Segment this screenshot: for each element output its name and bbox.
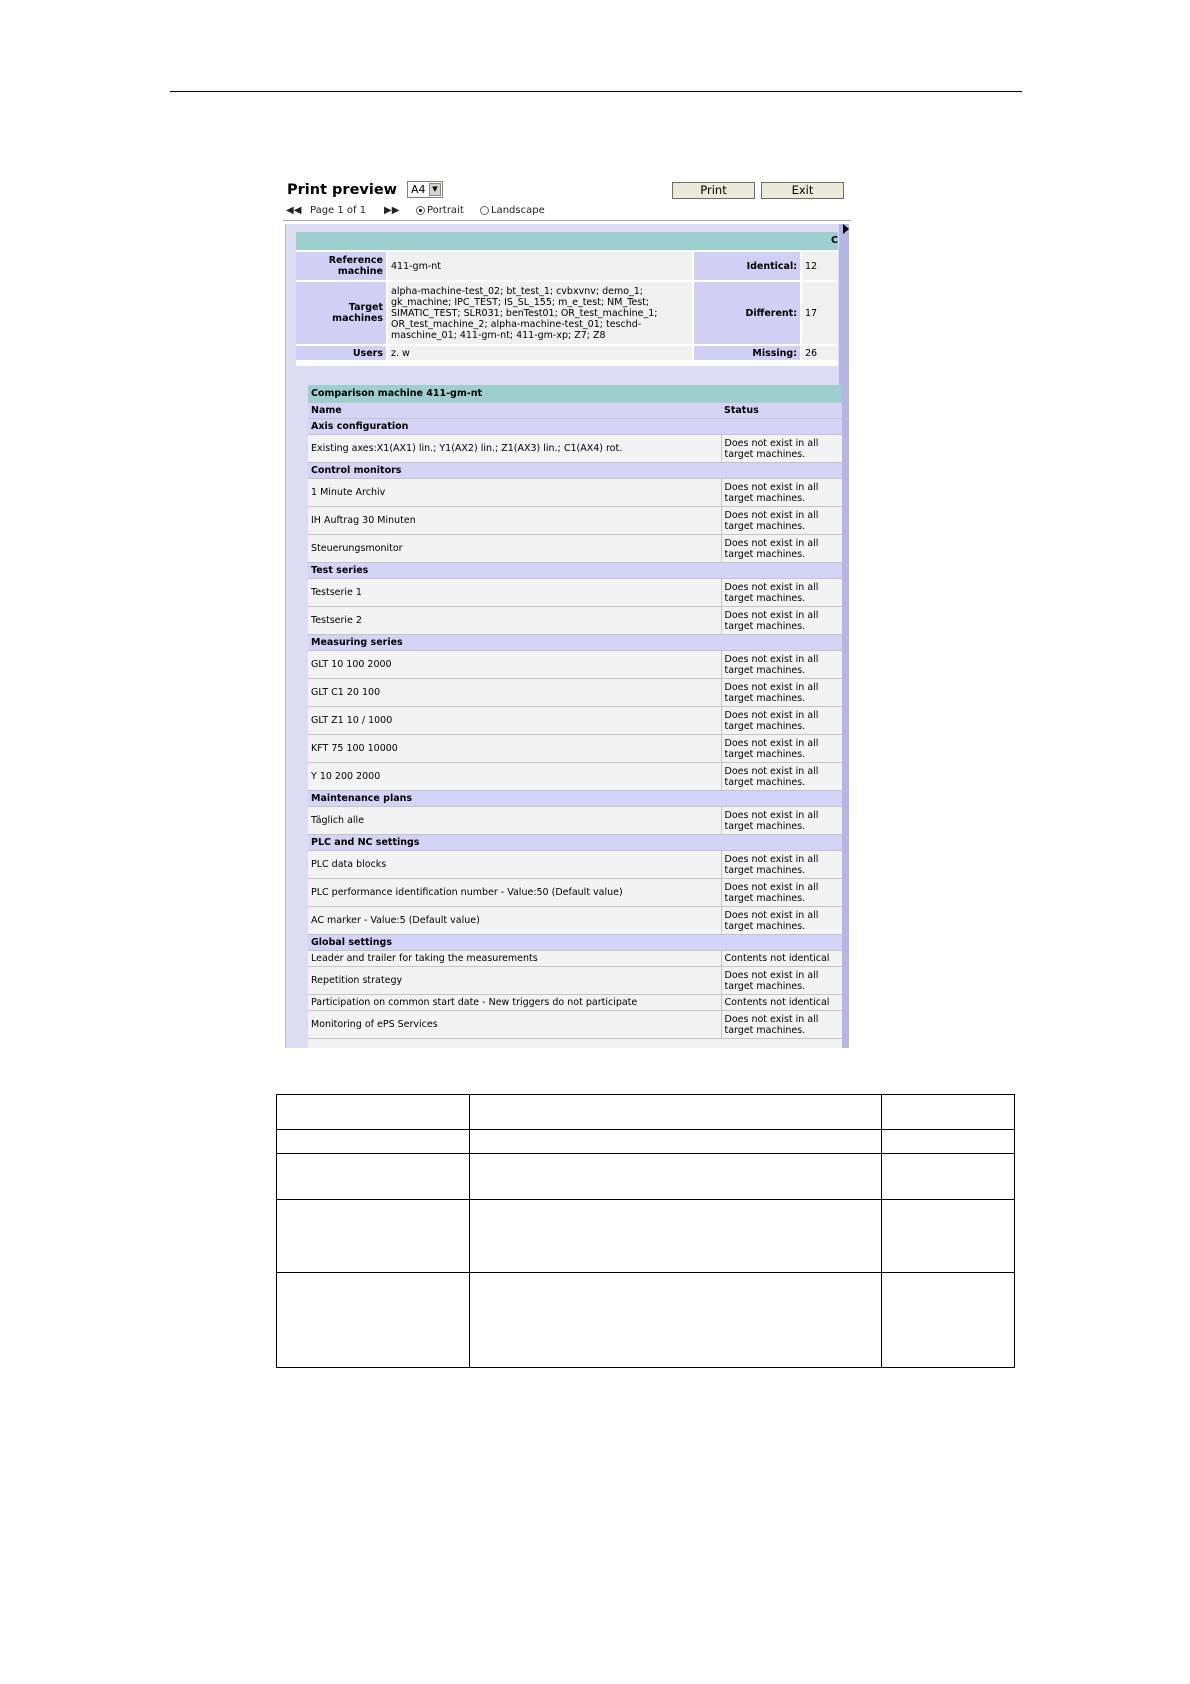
item-name: Participation on common start date - New triggers do not participate [308, 995, 721, 1011]
item-status: Does not exist in all target machines. [721, 807, 842, 835]
item-status: Does not exist in all target machines. [721, 851, 842, 879]
item-name: Leader and trailer for taking the measurements [308, 951, 721, 967]
missing-label: Missing: [694, 346, 800, 360]
comparison-row [308, 707, 842, 735]
category-label: Test series [308, 563, 842, 579]
print-preview-title: Print preview [287, 182, 398, 198]
portrait-option[interactable]: Portrait [416, 205, 464, 216]
comparison-row [308, 967, 842, 995]
page-header-rule [170, 91, 1022, 92]
portrait-radio-icon[interactable] [416, 206, 425, 215]
item-status: Does not exist in all target machines. [721, 579, 842, 607]
item-name: Existing axes:X1(AX1) lin.; Y1(AX2) lin.; Z1(AX3) lin.; C1(AX4) rot. [308, 435, 721, 463]
paper-size-select[interactable] [407, 181, 443, 198]
item-status: Does not exist in all target machines. [721, 707, 842, 735]
item-status: Does not exist in all target machines. [721, 679, 842, 707]
chevron-down-icon[interactable]: ▼ [429, 183, 441, 196]
comparison-row [308, 435, 842, 463]
landscape-option[interactable]: Landscape [480, 205, 545, 216]
category-row [308, 791, 842, 807]
different-count: 17 [802, 282, 838, 344]
identical-count: 12 [802, 252, 838, 280]
item-name: Repetition strategy [308, 967, 721, 995]
landscape-radio-icon[interactable] [480, 206, 489, 215]
first-page-icon[interactable]: ◀◀ [286, 205, 302, 216]
page-indicator: Page 1 of 1 [310, 205, 367, 216]
item-name: KFT 75 100 10000 [308, 735, 721, 763]
comparison-row [308, 651, 842, 679]
comparison-row [308, 507, 842, 535]
item-status: Does not exist in all target machines. [721, 967, 842, 995]
preview-pane[interactable] [285, 224, 849, 1048]
comparison-row [308, 579, 842, 607]
paper-size-value: A4 [411, 183, 426, 196]
target-machines-value: alpha-machine-test_02; bt_test_1; cvbxvnv; demo_1; gk_machine; IPC_TEST; IS_SL_155; m_e_test; NM_Test; SIMATIC_TEST; SLR031; benTest01; OR_test_machine_1; OR_test_machine_2; alpha-machine-test_01; teschd- maschine_01; 411-gm-nt; 411-gm-xp; Z7; Z8 [388, 282, 692, 344]
item-name: GLT C1 20 100 [308, 679, 721, 707]
category-label: Global settings [308, 935, 842, 951]
comparison-row [308, 907, 842, 935]
reference-machine-value: 411-gm-nt [388, 252, 692, 280]
grid-row [277, 1154, 1015, 1200]
item-name: Steuerungsmonitor [308, 535, 721, 563]
item-name: PLC data blocks [308, 851, 721, 879]
summary-header [296, 232, 838, 366]
grid-row [277, 1273, 1015, 1368]
print-preview-screenshot [283, 176, 851, 1048]
comparison-row [308, 679, 842, 707]
item-status: Does not exist in all target machines. [721, 651, 842, 679]
comparison-title-row [308, 385, 842, 403]
item-name: GLT 10 100 2000 [308, 651, 721, 679]
item-name: Testserie 1 [308, 579, 721, 607]
comparison-header-row [308, 403, 842, 419]
category-row [308, 935, 842, 951]
grid-row [277, 1095, 1015, 1130]
comparison-row [308, 879, 842, 907]
item-name: AC marker - Value:5 (Default value) [308, 907, 721, 935]
exit-button[interactable]: Exit [761, 182, 844, 199]
category-label: Axis configuration [308, 419, 842, 435]
item-status: Does not exist in all target machines. [721, 607, 842, 635]
category-row [308, 563, 842, 579]
item-name: Täglich alle [308, 807, 721, 835]
grid-row [277, 1130, 1015, 1154]
comparison-row [308, 807, 842, 835]
grid-row [277, 1200, 1015, 1273]
target-machines-label: Target machines [296, 282, 386, 344]
item-status: Does not exist in all target machines. [721, 907, 842, 935]
users-label: Users [296, 346, 386, 360]
print-button[interactable]: Print [672, 182, 755, 199]
comparison-row [308, 763, 842, 791]
comparison-row [308, 479, 842, 507]
comparison-table [308, 385, 842, 1039]
name-column-header: Name [308, 403, 721, 419]
category-label: PLC and NC settings [308, 835, 842, 851]
item-status: Does not exist in all target machines. [721, 879, 842, 907]
item-name: Y 10 200 2000 [308, 763, 721, 791]
item-status: Does not exist in all target machines. [721, 507, 842, 535]
item-name: 1 Minute Archiv [308, 479, 721, 507]
item-name: PLC performance identification number - Value:50 (Default value) [308, 879, 721, 907]
item-status: Contents not identical [721, 995, 842, 1011]
item-status: Does not exist in all target machines. [721, 535, 842, 563]
item-status: Contents not identical [721, 951, 842, 967]
category-row [308, 463, 842, 479]
item-status: Does not exist in all target machines. [721, 735, 842, 763]
last-page-icon[interactable]: ▶▶ [384, 205, 400, 216]
scroll-arrow-icon[interactable] [843, 224, 849, 234]
toolbar-divider [283, 220, 851, 221]
item-status: Does not exist in all target machines. [721, 1011, 842, 1039]
comparison-row [308, 1011, 842, 1039]
missing-count: 26 [802, 346, 838, 360]
item-status: Does not exist in all target machines. [721, 763, 842, 791]
category-label: Measuring series [308, 635, 842, 651]
item-status: Does not exist in all target machines. [721, 479, 842, 507]
comparison-row [308, 951, 842, 967]
item-name: IH Auftrag 30 Minuten [308, 507, 721, 535]
header-corner-letter: C [831, 235, 838, 246]
category-row [308, 635, 842, 651]
category-row [308, 419, 842, 435]
item-name: Monitoring of ePS Services [308, 1011, 721, 1039]
item-name: Testserie 2 [308, 607, 721, 635]
comparison-row [308, 607, 842, 635]
comparison-title: Comparison machine 411-gm-nt [308, 385, 842, 403]
category-label: Maintenance plans [308, 791, 842, 807]
summary-header-bar [296, 232, 838, 250]
status-column-header: Status [721, 403, 842, 419]
comparison-table-panel [308, 385, 842, 1048]
reference-machine-label: Reference machine [296, 252, 386, 280]
empty-grid-table [276, 1094, 1015, 1368]
category-label: Control monitors [308, 463, 842, 479]
identical-label: Identical: [694, 252, 800, 280]
item-name: GLT Z1 10 / 1000 [308, 707, 721, 735]
comparison-row [308, 851, 842, 879]
users-value: z. w [388, 346, 692, 360]
category-row [308, 835, 842, 851]
different-label: Different: [694, 282, 800, 344]
comparison-row [308, 735, 842, 763]
comparison-row [308, 535, 842, 563]
comparison-row [308, 995, 842, 1011]
item-status: Does not exist in all target machines. [721, 435, 842, 463]
